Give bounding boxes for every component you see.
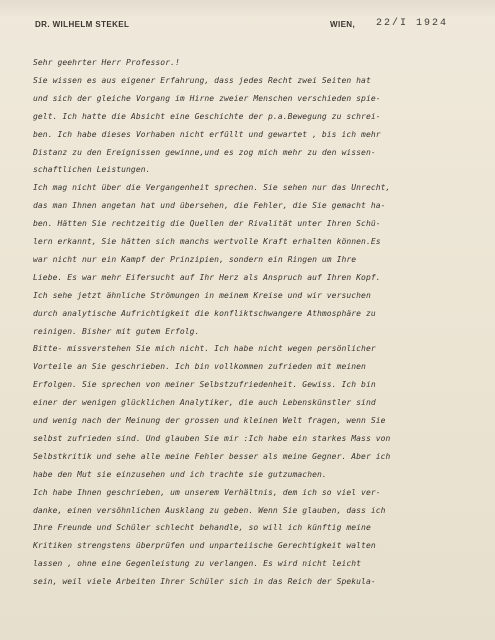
letter-line: durch analytische Aufrichtigkeit die konfliktschwangere Athmosphäre zu [33,308,376,318]
letter-line: Ich habe Ihnen geschrieben, um unserem Verhältnis, dem ich so viel ver- [33,487,381,497]
letter-line: Ihre Freunde und Schüler schlecht behandle, so will ich künftig meine [33,523,371,533]
letter-line: und wenig nach der Meinung der grossen und kleinen Welt fragen, wenn Sie [33,416,386,425]
salutation: Sehr geehrter Herr Professor.! [33,58,180,67]
letter-line: Vorteile an Sie geschrieben. Ich bin vollkommen zufrieden mit meinen [33,362,366,372]
letter-line: Ich sehe jetzt ähnliche Strömungen in meinem Kreise und wir versuchen [33,290,371,300]
letter-line: habe den Mut sie einzusehen und ich trachte sie gutzumachen. [33,469,327,479]
letter-line: einer der wenigen glücklichen Analytiker, die auch Lebenskünstler sind [33,398,376,408]
letter-line: Selbstkritik und sehe alle meine Fehler besser als meine Gegner. Aber ich [33,451,391,461]
letter-line: lern erkannt, Sie hätten sich manchs wertvolle Kraft erhalten können.Es [33,237,381,246]
letterhead-city: WIEN, [330,20,356,29]
letter-line: und sich der gleiche Vorgang im Hirne zweier Menschen verschieden spie- [33,93,381,103]
letterhead-author: DR. WILHELM STEKEL [35,20,130,29]
letter-line: Erfolgen. Sie sprechen von meiner Selbstzufriedenheit. Gewiss. Ich bin [33,380,376,390]
letter-line: Distanz zu den Ereignissen gewinne,und es zog mich mehr zu den wissen- [33,147,376,157]
letter-line: Bitte- missverstehen Sie mich nicht. Ich habe nicht wegen persönlicher [33,344,376,354]
letter-line: das man Ihnen angetan hat und übersehen, die Fehler, die Sie gemacht ha- [33,201,386,211]
letter-line: reinigen. Bisher mit gutem Erfolg. [33,326,200,336]
letter-line: Kritiken strengstens überprüfen und unparteiische Gerechtigkeit walten [33,541,376,551]
letter-line: Ich mag nicht über die Vergangenheit sprechen. Sie sehen nur das Unrecht, [33,183,391,193]
letter-date: 22/I 1924 [376,18,449,29]
letter-line: gelt. Ich hatte die Absicht eine Geschichte der p.a.Bewegung zu schrei- [33,111,381,121]
letter-line: ben. Hätten Sie rechtzeitig die Quellen der Rivalität unter Ihren Schü- [33,219,381,229]
letter-line: Sie wissen es aus eigener Erfahrung, dass jedes Recht zwei Seiten hat [33,75,371,85]
letter-line: ben. Ich habe dieses Vorhaben nicht erfüllt und gewartet , bis ich mehr [33,129,381,139]
letter-line: sein, weil viele Arbeiten Ihrer Schüler sich in das Reich der Spekula- [33,577,376,587]
letter-line: selbst zufrieden sind. Und glauben Sie mir :Ich habe ein starkes Mass von [33,433,391,443]
letter-line: schaftlichen Leistungen. [33,165,151,175]
letter-line: war nicht nur ein Kampf der Prinzipien, sondern ein Ringen um Ihre [33,254,357,264]
letter-line: Liebe. Es war mehr Eifersucht auf Ihr Herz als Anspruch auf Ihren Kopf. [33,272,381,282]
letter-line: lassen , ohne eine Gegenleistung zu verlangen. Es wird nicht leicht [33,559,362,569]
letter-line: danke, einen versöhnlichen Ausklang zu geben. Wenn Sie glauben, dass ich [33,505,386,515]
